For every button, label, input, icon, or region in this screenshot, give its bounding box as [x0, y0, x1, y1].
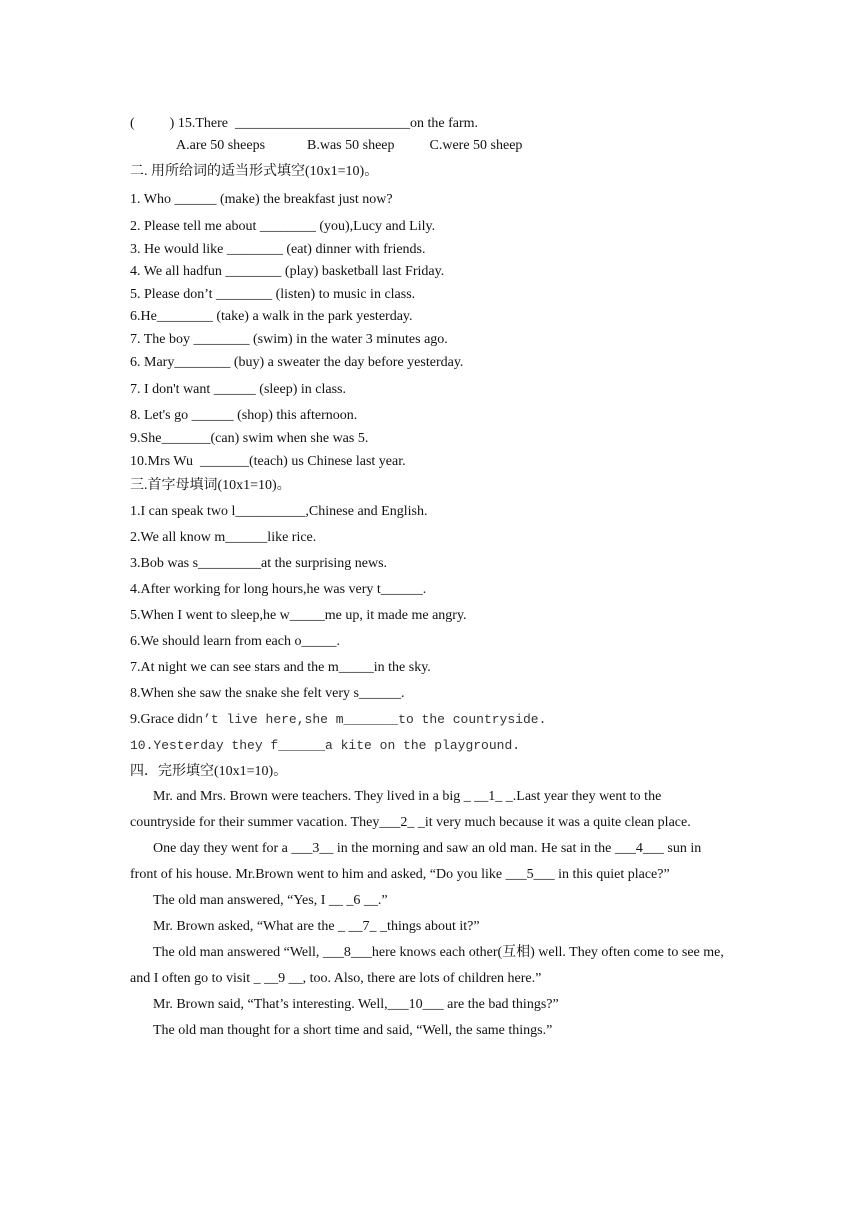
- s3-item: 7.At night we can see stars and the m_____in the sky.: [130, 660, 431, 675]
- s2-item: 5. Please don’t ________ (listen) to music in class.: [130, 287, 416, 302]
- s3-item: 6.We should learn from each o_____.: [130, 634, 340, 649]
- s2-item: 4. We all hadfun ________ (play) basketball last Friday.: [130, 264, 445, 279]
- s2-item: 9.She_______(can) swim when she was 5.: [130, 431, 369, 446]
- s2-item: 7. I don't want ______ (sleep) in class.: [130, 382, 346, 397]
- s2-item: 10.Mrs Wu _______(teach) us Chinese last year.: [130, 454, 406, 469]
- s3-item: 8.When she saw the snake she felt very s______.: [130, 686, 405, 701]
- s2-item: 6.He________ (take) a walk in the park yesterday.: [130, 309, 413, 324]
- question-15-stem: ( ) 15.There _________________________on the farm.: [130, 116, 478, 131]
- s2-item: 1. Who ______ (make) the breakfast just now?: [130, 192, 393, 207]
- s3-item: 5.When I went to sleep,he w_____me up, it made me angry.: [130, 608, 467, 623]
- s3-item-10: 10.Yesterday they f______a kite on the playground.: [130, 738, 521, 753]
- s2-item: 7. The boy ________ (swim) in the water 3 minutes ago.: [130, 332, 448, 347]
- cloze-paragraph: Mr. Brown asked, “What are the _ __7_ _things about it?”: [153, 919, 480, 934]
- s2-item: 8. Let's go ______ (shop) this afternoon.: [130, 408, 358, 423]
- cloze-paragraph: Mr. Brown said, “That’s interesting. Well,___10___ are the bad things?”: [153, 997, 559, 1012]
- s3-item-9: [130, 711, 546, 729]
- s3-item: 3.Bob was s_________at the surprising news.: [130, 556, 388, 571]
- s3-item-9-part-a: 9.Grace did: [130, 712, 196, 727]
- section-3-title: 三.首字母填词(10x1=10)。: [130, 478, 291, 493]
- section-4-title: 四．完形填空(10x1=10)。: [130, 764, 288, 779]
- cloze-paragraph: The old man thought for a short time and said, “Well, the same things.”: [153, 1023, 553, 1038]
- s3-item-9-part-b: n’t live here,she m_______to the countryside.: [195, 712, 547, 727]
- s3-item: 4.After working for long hours,he was very t______.: [130, 582, 427, 597]
- s2-item: 2. Please tell me about ________ (you),Lucy and Lily.: [130, 219, 436, 234]
- s3-item: 1.I can speak two l__________,Chinese and English.: [130, 504, 428, 519]
- question-15-options: A.are 50 sheeps B.was 50 sheep C.were 50 sheep: [176, 138, 523, 153]
- cloze-paragraph: One day they went for a ___3__ in the morning and saw an old man. He sat in the ___4___ sun in front of his house. Mr.Brown went to him and asked, “Do you like ___5___ in this quiet place?”: [130, 841, 702, 882]
- cloze-paragraph: Mr. and Mrs. Brown were teachers. They lived in a big _ __1_ _.Last year they went to the countryside for their summer vacation. They___2_ _it very much because it was a quite clean place.: [130, 789, 691, 830]
- cloze-passage: [130, 784, 730, 1044]
- s2-item: 3. He would like ________ (eat) dinner with friends.: [130, 242, 426, 257]
- s3-item: 2.We all know m______like rice.: [130, 530, 317, 545]
- s2-item: 6. Mary________ (buy) a sweater the day before yesterday.: [130, 355, 464, 370]
- section-2-title: 二. 用所给词的适当形式填空(10x1=10)。: [130, 164, 379, 179]
- cloze-paragraph: The old man answered “Well, ___8___here knows each other(互相) well. They often come to see me, and I often go to visit _ __9 __, too. Also, there are lots of children here.”: [130, 945, 724, 986]
- cloze-paragraph: The old man answered, “Yes, I __ _6 __.”: [153, 893, 388, 908]
